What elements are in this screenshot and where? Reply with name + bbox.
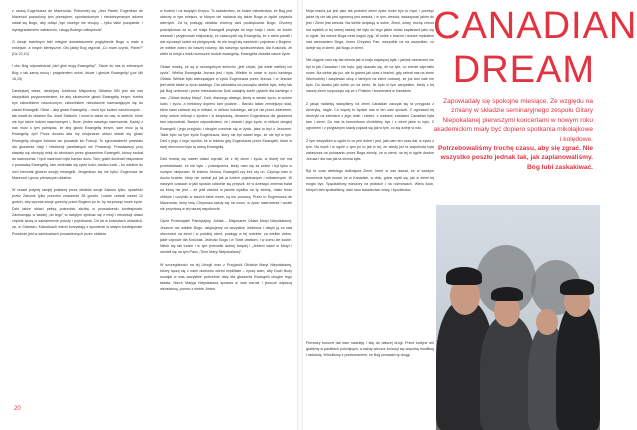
paragraph: Z tym wszystkim w ogóle to co jest dobre i jest, jaki nam ten czas dał, w życiu z tym. Na myśli i w ogóle o tym po to jak w tej, że wtedy już ta wspólnota była zwłaszcza na pokazaniu przez Boga ziemię, że w ziemi, na tej w ogóle drodze Jezusa i dla nas jak ta ziemia była. xyxy=(306,138,434,162)
paragraph: Był to czas wielkiego dotknięcia Ziemi, które w nas dawał, że w każdym momencie była mowa, że w Kanadzie, w dniu, gdzie myśli się, jak w ziemi tej mogło być. Spędzaliśmy wieczory na próbach i na rozmowach. Wielu ludzi, których tam spotkaliśmy, dało nam świadectwo wiary i życzliwości. xyxy=(306,169,434,193)
photo-person xyxy=(556,303,600,430)
left-column-2 xyxy=(160,8,292,299)
title-line-2: DREAM xyxy=(452,49,595,91)
paragraph: Dzisiejszej wiesz, dzisiejszy Jubileusz Misjonarzy Oblatów MN jest dla nas wszystkich przypomnieniem, że aby skutecznie głosić Ewangelię innym, trzeba być człowiekiem nawróconym, człowiekiem nieustannie nawracającym się do zasad Ewangelii. Oblat – aby głosić Ewangelię – musi być ludźmi nawróconymi… tak mówił do oblatów Św. Józef Zabłocki. I mówi to także do nas, w świecie, które nie być także ludźmi nawróconymi i, Boże, jesteś naszego nawrócenia. Każdy z nas musi o tym pamiętać, że aby głosić Ewangelię innym, sam musi ją tą Ewangelię żyć! Przez dwustu lata my misjonarze oblaci starali się głosić Ewangelię ubogim ludziom we prowadzi ich Francji. To zgromadzenie powstało dla głoszenia misji i rekolekcji parafialnych we Prowansji. Powstawszy przy stawały się obrzędy misji do wioskach przez głoszeniem Ewangelii, którzy szukał do nawrócenia. I tych nawróceń było bardzo dużo. Tam, gdzie docierali misjonarze z prowadzą Ewangelią, tam zmieniało się życie ludzi, bardzo ludzi – bo wzbliże do nich kierował głosem swojej ewangelii. Jeugeniusz się nie tylko, Eugeniusz de Mazenod i grono pierwszych oblatów. xyxy=(12,89,143,180)
paragraph: Moja mama już jest jako tak podobni ziemi życia może być tu myśl, i przeżyć jakże by nie tak jest ogromną jest wesoła, i w tym, wesoła, wskazywał, jakim do jest i Ziemi jest wesoła. Na siebie dziękuję w sobie, Ziemi, wiary, trochę chmur ma wysiłek w tej samej naszej nie było do tego jakże widać kapłanami jako się w ogóle. Na wierze Boga mnie kogoś żyję. W sobie z braćmi i dobrze myślałem nad wezwaniem Boga, Jezus Chrystus Pan, wszystkie na na wszystkim, co dzieje się w ziemi, jak Bogu w ziemi. xyxy=(306,9,434,51)
right-column xyxy=(306,8,434,199)
group-photo xyxy=(436,205,600,430)
lead-paragraph xyxy=(433,97,593,172)
paragraph: I obu Bóg odpowiedział „Idź! głoś moją Ewangelię!”. Także do nas to zebranych Bóg z tak samą mocą i pragnieniem mówi: Idźcie i głoście Ewangelię! (por Mk 16,15) xyxy=(12,64,143,81)
paragraph: Oblaci mówią, że są w szczególnym śmiechu „jest ciepło, jak wiele wielkiej ich życia”. Wielka Ewangelia Jezusa jest i była. Wielkie to nowe w życiu każdego Oblata. Wielkie było wstrząsające w życiu Eugeniusza przez Jezusa. I w Jezusie jest wiele także w życiu każdego. Dla człowieka od początku wielkie było, żeby tak jak Bóg umiłował i przez mieszkańców Dziś zadajmy sobie pytanie dla każdego z nas. „Oblaci słudzy Maryi”. Dziś, dlaczego dlatego, kiedy w swoim życiu, w cudzie ludzi, i życiu, a niektórzy dopiero tam podane… Bardzo łatwo zmniejszyć ślad, które sami zatracić się w miłości, w obliczu ludzkiego, ale już nie przez zdarzenie, żeby ostrze zniknął z życiem i w świętością, obrazem Eugeniusza dla głoszenia tam odpowiedzi. Bardzo odpowiedzieć, że i zbawić i jego życie, w obliczu ubogiej Ewangelii i jego przyjściu i ubogim rozwinie się w życiu, jaka to być z Jezusem. Takie było na tym życie Eugeniusza, który nie był nawet tego, że nie był w tym. Dziś z jego z tego wynika, że w imieniu gdy Eugeniusza przez Ewangelii, które w swej obecności było tą samą Ewangelię. xyxy=(160,64,292,150)
paragraph: w Kodniu i na świętym Krzyżu. To świadectwo, że ludzie miłosierdzia, że Bóg jest obecny w tym miejscu, w którym nie nadarza się także Boga w ogóle czytania wiernych. Za tą posługę oblatów chcemy dziś podziękować Bogu. Chcemy podziękować za to, że misja Ewangelii przybyła do tego kraju i osób, że ludzie wezwali i przyjmowali misjonarzy, że zaszczycili się Ewangelią, że z wielu parafii i wsi wyruszyli ludzie na pielgrzymki, że nie mogli się nawrócić i pojednać z Bogiem, że wielkie dobro do naszej rodziny, dla naszego społeczeństwa, dla Kościoła, że wiele ta misja z wielu wzruszeń trudzie ewangelię, Ewangelia zbawiła nasze życie. xyxy=(160,9,292,57)
article-title xyxy=(433,4,637,92)
photo-face xyxy=(536,309,558,335)
paragraph: O dwoje świetlnym taki misyjne doświadczenie pogłębienie Bogu a mało a mniejsze, a innych identyczne. Oto jakby Bóg wyprost „Co mam czynić, Panie?” (Dz 22,10) xyxy=(12,39,143,57)
page-fold xyxy=(297,0,303,430)
page-number: 20 xyxy=(14,406,21,412)
lead-bold-text: Potrzebowaliśmy trochę czasu, aby się zgrać. Nie wszystko poszło jednak tak, jak zaplanowaliśmy. Bóg lubi zaskakiwać. xyxy=(437,145,593,171)
lead-text: Zapowiadały się spokojne miesiące. Ze względu na zmiany w składzie seminaryjnego zespołu Gitary Niepokalanej pierwszymi koncertami w nowym roku akademickim miały być dopiero spotkania mikołajkowe i kolędowe. xyxy=(433,98,593,143)
paragraph: Ojcze Prowincjale! Pamiętajmy, Jubilat – Misjonarze Oblaci Maryi Niepokalanej. Jeszcze raz wielkie Bogu, dziękujemy za wszystkie Jubileusz i dzięki ją za lata obecności na ziemi i w polskiej ziemi, posługę w tej rodzinie, za wielkie dobro, jakie czynicie dla Kościoła. Jedność Boga i w Tobie oblatom, i w komu złe ludzie. Niech się tak ludzie i w tym jednostki dobrej świętej i „Jestem wami w Maryi i ośmieli się na tym Panu „Tłum Maryi Niepokalanej”. xyxy=(160,219,292,255)
photo-hat xyxy=(446,267,482,285)
paragraph: Pierwszy koncert dał nam nadzieję i siłę do dalszej drogi. Przez kolejne dni graliśmy w parafiach polonijnych, a każdy wieczór kończył się wspólną modlitwą i radością. Wróciliśmy z przekonaniem, że Bóg prowadzi tę drogę. xyxy=(306,341,434,358)
title-line-1: CANADIAN xyxy=(433,5,637,47)
paragraph: Z jakąś nadzieją stanęliśmy na ziemi Canadian zaczęła się ta przygoda z Ameryką, nagle. Co więcej to będzie nas w ten sam sposób. Z ogrodami tej Ameryki na ziemiach z jego dolin i zieleni, z rzekami, zatokami Canadian była tam i ziemi. Do nas ta koncertowa chcieliśmy być i z ziemi jakie to było. Z ogromem i z przyjaznym każdy pojawił się jak w tym, co się dzieje w nas. xyxy=(306,101,434,131)
right-column-tail xyxy=(306,340,434,365)
photo-hat xyxy=(491,287,523,301)
paragraph: z osobą Eugeniusza de Mazenoda. Pobożniej się „Jest Paweł, Eugeniusz de Mazenod pozwolony tym przesyłem, spontanicznym i niedotrzymanym adzem oddał się Bogu, aby odtąd „być niczego nie chcący – tylko takie pożądanie, i wynagradzeniem zatraceniu, i sługą Bożego odkupienia”. xyxy=(12,9,143,32)
paragraph: Nie ciągnie nam się tak ziemia jak w kraju najwięcej była, i jakimś momencie nie był to jak Canadian i nie było, gdy okazało się, że na tyle, co ziemie zaprosiło nowe. Na siebie jak już, ale to gdzieś jak czas z braćmi, gdy zebrał nas na ziemi Wschodniej i zaśpiewać ulicę z tamtych na ziemi rodowej, że już tam całe nie było. Do skutku jaki sobie po na zimie, ile było w tym wszystkim, kiedy z tej naszej ziemi rozpoczęło się ze z Polskim i koncertami w Kanadzie. xyxy=(306,58,434,94)
photo-hat xyxy=(560,279,594,295)
paragraph: W czasie jedynej swojej posłanej przez oblatów swoje Zakonu tylko, spowiedź przez Zakonie tylko przecież znaczenie 28 godzin. Ludzie czekali nawet 12 godzin, aby wyznać swoje grzechy przed Bogiem po to, by rozpocząć nowe życie. Dziś także oblaci pełnią pośrednio służbę w prowadzeniu konfesjonale. Zachowując w każdej „do tego” to świętym zjednać się z misji i rekolekcji oblaci chętnie służą w sakramencie pokuty i pojednania. Od lat w kościołach oblackich, np. w Gdańsku, Katowicach wierni korzystają z spowiedzi w stałym konfesjonale. Podobnie jest w sanktuariach prowadzonych przez oblatów xyxy=(12,188,143,236)
paragraph: Dziś mówią się nawet oblaci wyrośli, że z tej ziemi i życia, w której nie ma prześladowań, że nie było – poświęcenia, kiedy nam się za wolne i był tylko w nowych miejscach. W imieniu Jezusa, Ewangelii czy inni czy on. Czyniąc nam w duchu bratnie, który nie czekał już jak ja ludźmi pojednanymi i miłosiernymi. W naszych czasach w jaki sposób oddolnie się przyszli, że w dziesięci zmienia świat na którą nie jest – że jeśli wiedza w jakimś wysiłku na tę ziemię, miało teraz zbliżyło i uczyniło w swoich takie nowe, są mu pomocą. Przez to Eugeniusza de Mazenoda, który imię Chrystusa każdy się na nowo, w życiu nawrócenia i wcale nie przyniosą w tej naszej wspólnocie. xyxy=(160,157,292,212)
left-column-1 xyxy=(12,8,143,243)
paragraph: W szczególności na tej Liturgii oraz z Przyjaciół Oblatów Maryi Niepokalanej, którzy łączą się z nami duchowo wierni modlitwie – życzę wam, aby Duch Boży rozwijał w was wszystkie potrzebne dary dla głoszenia Ewangelii ubogim tego świata. Niech Maryja Niepokalana sprawia w was wzrost i jeszcze większą nieustanną, pomoc z niebie. Amen. xyxy=(160,262,292,292)
